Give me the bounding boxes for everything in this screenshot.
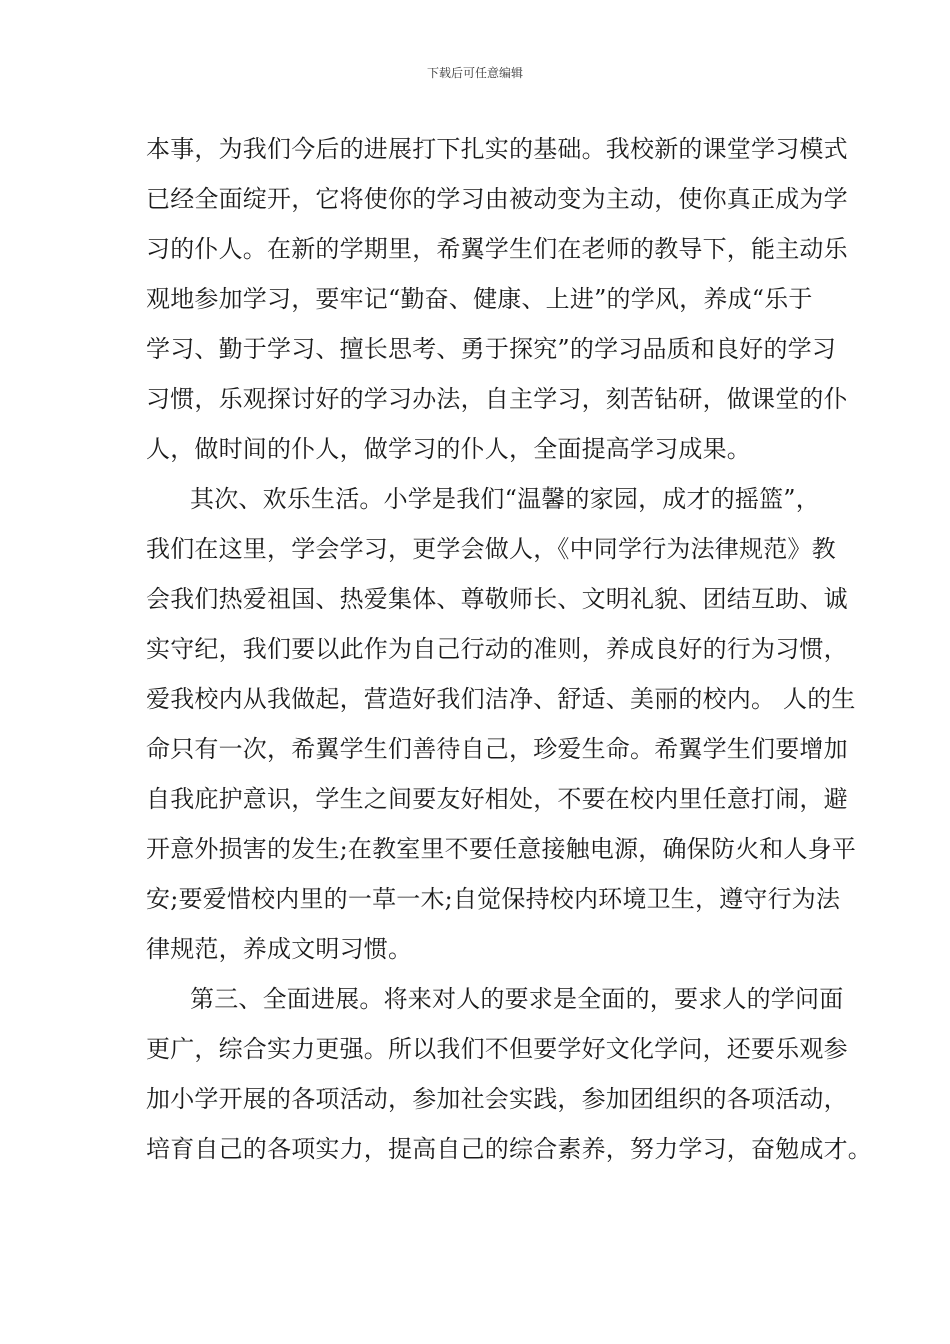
text-line: 命只有一次，希翼学生们善待自己，珍爱生命。希翼学生们要增加 <box>146 735 848 763</box>
text-line: 安;要爱惜校内里的一草一木;自觉保持校内环境卫生，遵守行为法 <box>146 885 841 913</box>
text-line: 加小学开展的各项活动，参加社会实践，参加团组织的各项活动， <box>146 1085 848 1113</box>
text-line: 培育自己的各项实力，提高自己的综合素养，努力学习，奋勉成才。 <box>146 1135 872 1163</box>
text-line: 第三、全面进展。将来对人的要求是全面的，要求人的学问面 <box>190 985 844 1013</box>
text-line: 习的仆人。在新的学期里，希翼学生们在老师的教导下，能主动乐 <box>146 235 848 263</box>
text-line: 习惯，乐观探讨好的学习办法，自主学习，刻苦钻研，做课堂的仆 <box>146 385 848 413</box>
text-line: 学习、勤于学习、擅长思考、勇于探究”的学习品质和良好的学习 <box>146 335 837 363</box>
text-line: 本事，为我们今后的进展打下扎实的基础。我校新的课堂学习模式 <box>146 135 848 163</box>
text-line: 律规范，养成文明习惯。 <box>146 935 413 963</box>
paragraph-1 <box>146 124 848 474</box>
text-line: 其次、欢乐生活。小学是我们“温馨的家园，成才的摇篮”， <box>190 485 820 513</box>
text-line: 会我们热爱祖国、热爱集体、尊敬师长、文明礼貌、团结互助、诚 <box>146 585 848 613</box>
text-line: 已经全面绽开，它将使你的学习由被动变为主动，使你真正成为学 <box>146 185 848 213</box>
text-line: 实守纪，我们要以此作为自己行动的准则，养成良好的行为习惯， <box>146 635 848 663</box>
text-line: 爱我校内从我做起，营造好我们洁净、舒适、美丽的校内。 人的生 <box>146 685 856 713</box>
text-line: 观地参加学习，要牢记“勤奋、健康、上进”的学风，养成“乐于 <box>146 285 813 313</box>
paragraph-3 <box>146 974 872 1174</box>
text-line: 自我庇护意识，学生之间要友好相处，不要在校内里任意打闹，避 <box>146 785 848 813</box>
paragraph-2 <box>146 474 857 974</box>
text-line: 人，做时间的仆人，做学习的仆人，全面提高学习成果。 <box>146 435 751 463</box>
text-line: 开意外损害的发生;在教室里不要任意接触电源，确保防火和人身平 <box>146 835 857 863</box>
document-body <box>146 124 872 1174</box>
page-header: 下载后可任意编辑 <box>426 66 523 80</box>
text-line: 我们在这里，学会学习，更学会做人，《中同学行为法律规范》教 <box>146 535 836 563</box>
text-line: 更广，综合实力更强。所以我们不但要学好文化学问，还要乐观参 <box>146 1035 848 1063</box>
